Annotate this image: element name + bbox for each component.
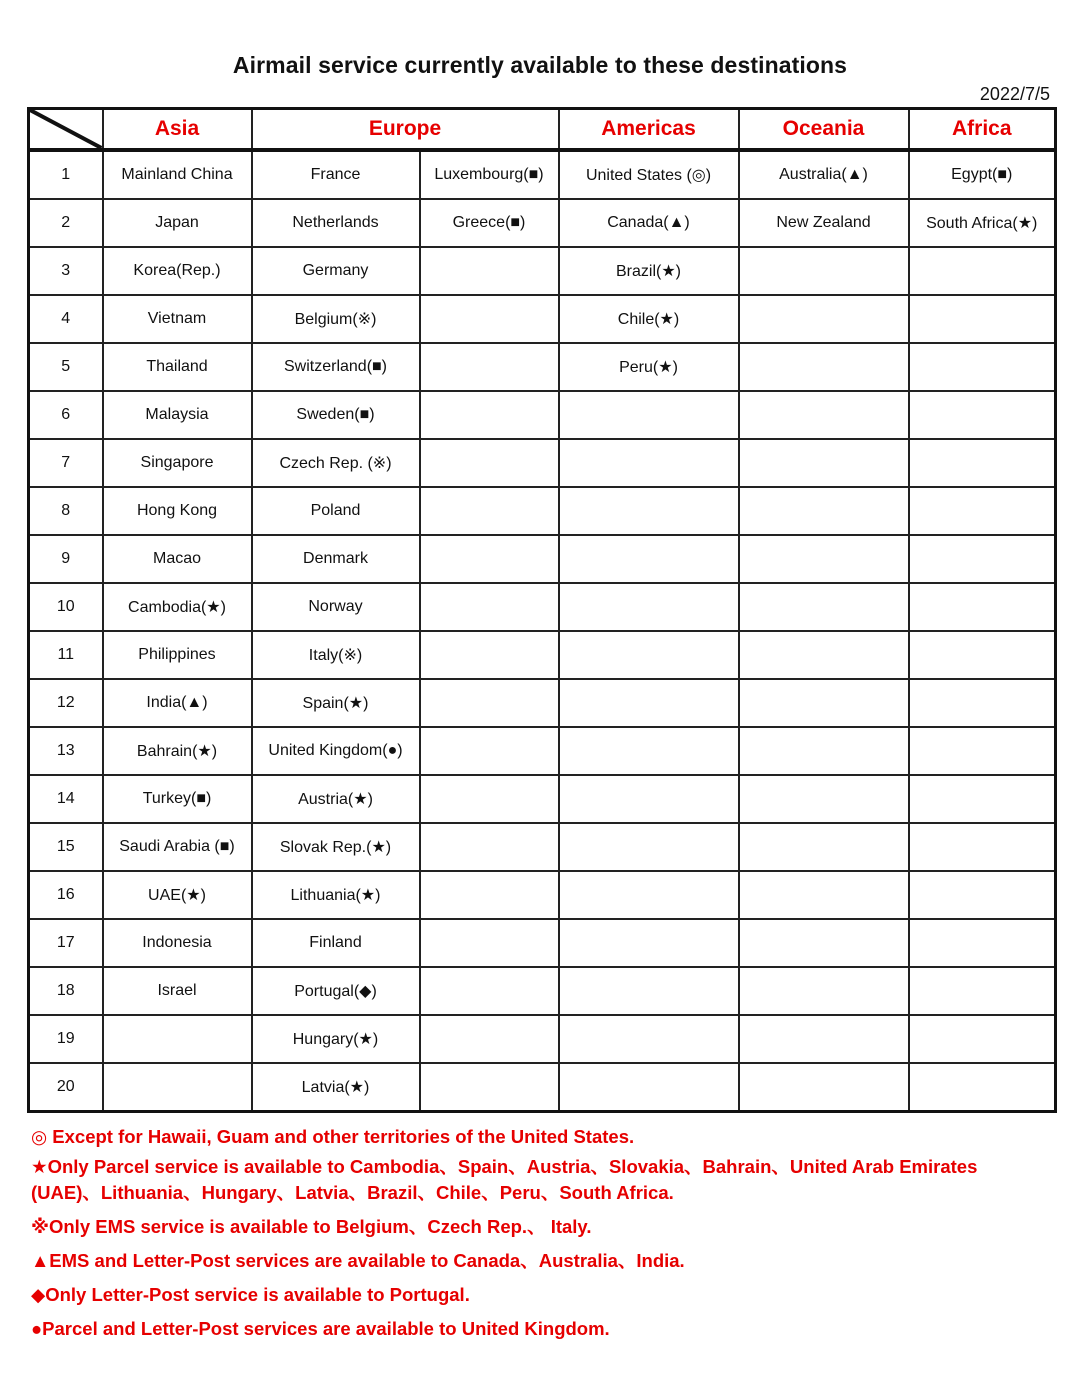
country-cell-oceania [739, 343, 909, 391]
country-cell-asia: UAE(★) [103, 871, 252, 919]
country-cell-europe1: Italy(※) [252, 631, 420, 679]
country-cell-europe2 [420, 247, 559, 295]
country-cell-oceania [739, 439, 909, 487]
table-row [29, 679, 1056, 727]
country-cell-europe1: Hungary(★) [252, 1015, 420, 1063]
country-cell-europe2 [420, 535, 559, 583]
table-row [29, 199, 1056, 247]
country-cell-oceania [739, 391, 909, 439]
country-cell-africa [909, 631, 1056, 679]
country-cell-americas [559, 823, 739, 871]
country-cell-europe2 [420, 871, 559, 919]
country-cell-europe2 [420, 1015, 559, 1063]
row-number-cell: 1 [29, 150, 103, 199]
country-cell-asia: Japan [103, 199, 252, 247]
row-number-cell: 20 [29, 1063, 103, 1112]
row-number-cell: 10 [29, 583, 103, 631]
country-cell-europe1: Lithuania(★) [252, 871, 420, 919]
table-row [29, 150, 1056, 199]
country-cell-americas [559, 727, 739, 775]
corner-cell [29, 109, 103, 151]
country-cell-oceania [739, 535, 909, 583]
row-number-cell: 7 [29, 439, 103, 487]
country-cell-africa [909, 1063, 1056, 1112]
table-row [29, 919, 1056, 967]
country-cell-oceania [739, 583, 909, 631]
country-cell-europe2 [420, 343, 559, 391]
table-row [29, 295, 1056, 343]
country-cell-europe2 [420, 583, 559, 631]
country-cell-africa [909, 823, 1056, 871]
note-parcel-letter-post: ●Parcel and Letter-Post services are available to United Kingdom. [31, 1318, 610, 1339]
country-cell-americas [559, 919, 739, 967]
page-title: Airmail service currently available to these destinations [232, 52, 848, 78]
country-cell-europe1: Belgium(※) [252, 295, 420, 343]
country-cell-oceania [739, 919, 909, 967]
country-cell-asia: Korea(Rep.) [103, 247, 252, 295]
row-number-cell: 9 [29, 535, 103, 583]
country-cell-asia: Indonesia [103, 919, 252, 967]
country-cell-asia: Saudi Arabia (■) [103, 823, 252, 871]
table-row [29, 1063, 1056, 1112]
table-row [29, 727, 1056, 775]
country-cell-oceania [739, 487, 909, 535]
country-cell-asia [103, 1015, 252, 1063]
country-cell-asia: Mainland China [103, 150, 252, 199]
document-date: 2022/7/5 [979, 84, 1050, 104]
country-cell-africa [909, 487, 1056, 535]
country-cell-americas [559, 439, 739, 487]
table-body [29, 150, 1056, 1112]
country-cell-africa [909, 775, 1056, 823]
country-cell-americas [559, 1015, 739, 1063]
row-number-cell: 17 [29, 919, 103, 967]
country-cell-asia: Turkey(■) [103, 775, 252, 823]
country-cell-europe1: Slovak Rep.(★) [252, 823, 420, 871]
country-cell-africa [909, 871, 1056, 919]
country-cell-asia [103, 1063, 252, 1112]
notes-section [31, 1124, 1041, 1350]
country-cell-americas: United States (◎) [559, 150, 739, 199]
row-number-cell: 14 [29, 775, 103, 823]
country-cell-oceania [739, 871, 909, 919]
table-row [29, 631, 1056, 679]
country-cell-oceania: New Zealand [739, 199, 909, 247]
country-cell-oceania [739, 295, 909, 343]
country-cell-europe1: France [252, 150, 420, 199]
table-row [29, 343, 1056, 391]
country-cell-europe2 [420, 679, 559, 727]
country-cell-europe2 [420, 391, 559, 439]
country-cell-americas [559, 871, 739, 919]
country-cell-americas: Brazil(★) [559, 247, 739, 295]
country-cell-asia: Vietnam [103, 295, 252, 343]
country-cell-europe2 [420, 919, 559, 967]
country-cell-americas [559, 967, 739, 1015]
country-cell-oceania: Australia(▲) [739, 150, 909, 199]
country-cell-europe2 [420, 439, 559, 487]
country-cell-europe2 [420, 967, 559, 1015]
country-cell-oceania [739, 823, 909, 871]
country-cell-europe1: Poland [252, 487, 420, 535]
country-cell-europe2 [420, 631, 559, 679]
table-row [29, 823, 1056, 871]
country-cell-americas [559, 775, 739, 823]
table-row [29, 583, 1056, 631]
country-cell-americas [559, 487, 739, 535]
note-parcel-only: ★Only Parcel service is available to Cambodia、Spain、Austria、Slovakia、Bahrain、United Arab Emirates (UAE)、Lithuania、Hungary、Latvia、Brazil、Chile、Peru、South Africa. [31, 1156, 978, 1203]
row-number-cell: 12 [29, 679, 103, 727]
country-cell-asia: India(▲) [103, 679, 252, 727]
country-cell-asia: Cambodia(★) [103, 583, 252, 631]
note-except-us-territories: ◎ Except for Hawaii, Guam and other territories of the United States. [31, 1126, 635, 1147]
row-number-cell: 15 [29, 823, 103, 871]
row-number-cell: 8 [29, 487, 103, 535]
country-cell-europe2 [420, 775, 559, 823]
country-cell-africa [909, 439, 1056, 487]
country-cell-europe1: Netherlands [252, 199, 420, 247]
country-cell-americas [559, 535, 739, 583]
country-cell-europe2 [420, 823, 559, 871]
country-cell-africa [909, 583, 1056, 631]
country-cell-europe1: Norway [252, 583, 420, 631]
row-number-cell: 4 [29, 295, 103, 343]
country-cell-europe1: Sweden(■) [252, 391, 420, 439]
country-cell-americas [559, 631, 739, 679]
diagonal-line-icon [30, 110, 102, 148]
country-cell-africa [909, 919, 1056, 967]
table-row [29, 487, 1056, 535]
country-cell-oceania [739, 631, 909, 679]
row-number-cell: 19 [29, 1015, 103, 1063]
country-cell-africa [909, 967, 1056, 1015]
country-cell-europe1: United Kingdom(●) [252, 727, 420, 775]
country-cell-americas: Canada(▲) [559, 199, 739, 247]
country-cell-africa [909, 391, 1056, 439]
country-cell-europe1: Spain(★) [252, 679, 420, 727]
country-cell-africa [909, 535, 1056, 583]
country-cell-europe1: Czech Rep. (※) [252, 439, 420, 487]
country-cell-asia: Malaysia [103, 391, 252, 439]
country-cell-asia: Macao [103, 535, 252, 583]
table-row [29, 1015, 1056, 1063]
note-letter-post-only: ◆Only Letter-Post service is available to Portugal. [31, 1284, 470, 1305]
country-cell-americas [559, 1063, 739, 1112]
country-cell-africa [909, 727, 1056, 775]
country-cell-oceania [739, 247, 909, 295]
country-cell-oceania [739, 1063, 909, 1112]
row-number-cell: 18 [29, 967, 103, 1015]
row-number-cell: 6 [29, 391, 103, 439]
country-cell-europe1: Latvia(★) [252, 1063, 420, 1112]
table-row [29, 391, 1056, 439]
row-number-cell: 5 [29, 343, 103, 391]
country-cell-oceania [739, 1015, 909, 1063]
country-cell-asia: Hong Kong [103, 487, 252, 535]
country-cell-asia: Israel [103, 967, 252, 1015]
country-cell-americas [559, 391, 739, 439]
row-number-cell: 13 [29, 727, 103, 775]
country-cell-europe2 [420, 727, 559, 775]
country-cell-africa [909, 247, 1056, 295]
country-cell-africa [909, 295, 1056, 343]
header-oceania: Oceania [739, 109, 909, 151]
destinations-table [27, 107, 1057, 1113]
country-cell-africa: South Africa(★) [909, 199, 1056, 247]
country-cell-europe2 [420, 1063, 559, 1112]
country-cell-europe2 [420, 487, 559, 535]
country-cell-europe1: Denmark [252, 535, 420, 583]
table-row [29, 775, 1056, 823]
row-number-cell: 11 [29, 631, 103, 679]
header-europe: Europe [252, 109, 559, 151]
country-cell-asia: Singapore [103, 439, 252, 487]
table-row [29, 439, 1056, 487]
note-ems-only: ※Only EMS service is available to Belgium、Czech Rep.、 Italy. [31, 1216, 592, 1237]
row-number-cell: 16 [29, 871, 103, 919]
country-cell-europe1: Austria(★) [252, 775, 420, 823]
country-cell-americas: Peru(★) [559, 343, 739, 391]
country-cell-europe1: Germany [252, 247, 420, 295]
country-cell-europe1: Finland [252, 919, 420, 967]
table-row [29, 247, 1056, 295]
row-number-cell: 3 [29, 247, 103, 295]
country-cell-oceania [739, 967, 909, 1015]
table-row [29, 967, 1056, 1015]
country-cell-europe2 [420, 295, 559, 343]
country-cell-asia: Bahrain(★) [103, 727, 252, 775]
country-cell-europe2: Luxembourg(■) [420, 150, 559, 199]
country-cell-oceania [739, 727, 909, 775]
header-africa: Africa [909, 109, 1056, 151]
table-row [29, 871, 1056, 919]
country-cell-europe2: Greece(■) [420, 199, 559, 247]
country-cell-europe1: Portugal(◆) [252, 967, 420, 1015]
country-cell-asia: Thailand [103, 343, 252, 391]
country-cell-africa [909, 679, 1056, 727]
table-header-row [29, 109, 1056, 151]
country-cell-africa [909, 1015, 1056, 1063]
country-cell-oceania [739, 775, 909, 823]
row-number-cell: 2 [29, 199, 103, 247]
country-cell-africa: Egypt(■) [909, 150, 1056, 199]
table-row [29, 535, 1056, 583]
header-americas: Americas [559, 109, 739, 151]
country-cell-europe1: Switzerland(■) [252, 343, 420, 391]
note-ems-letter-post: ▲EMS and Letter-Post services are available to Canada、Australia、India. [31, 1250, 685, 1271]
country-cell-americas [559, 583, 739, 631]
country-cell-africa [909, 343, 1056, 391]
country-cell-americas [559, 679, 739, 727]
country-cell-americas: Chile(★) [559, 295, 739, 343]
country-cell-oceania [739, 679, 909, 727]
country-cell-asia: Philippines [103, 631, 252, 679]
header-asia: Asia [103, 109, 252, 151]
